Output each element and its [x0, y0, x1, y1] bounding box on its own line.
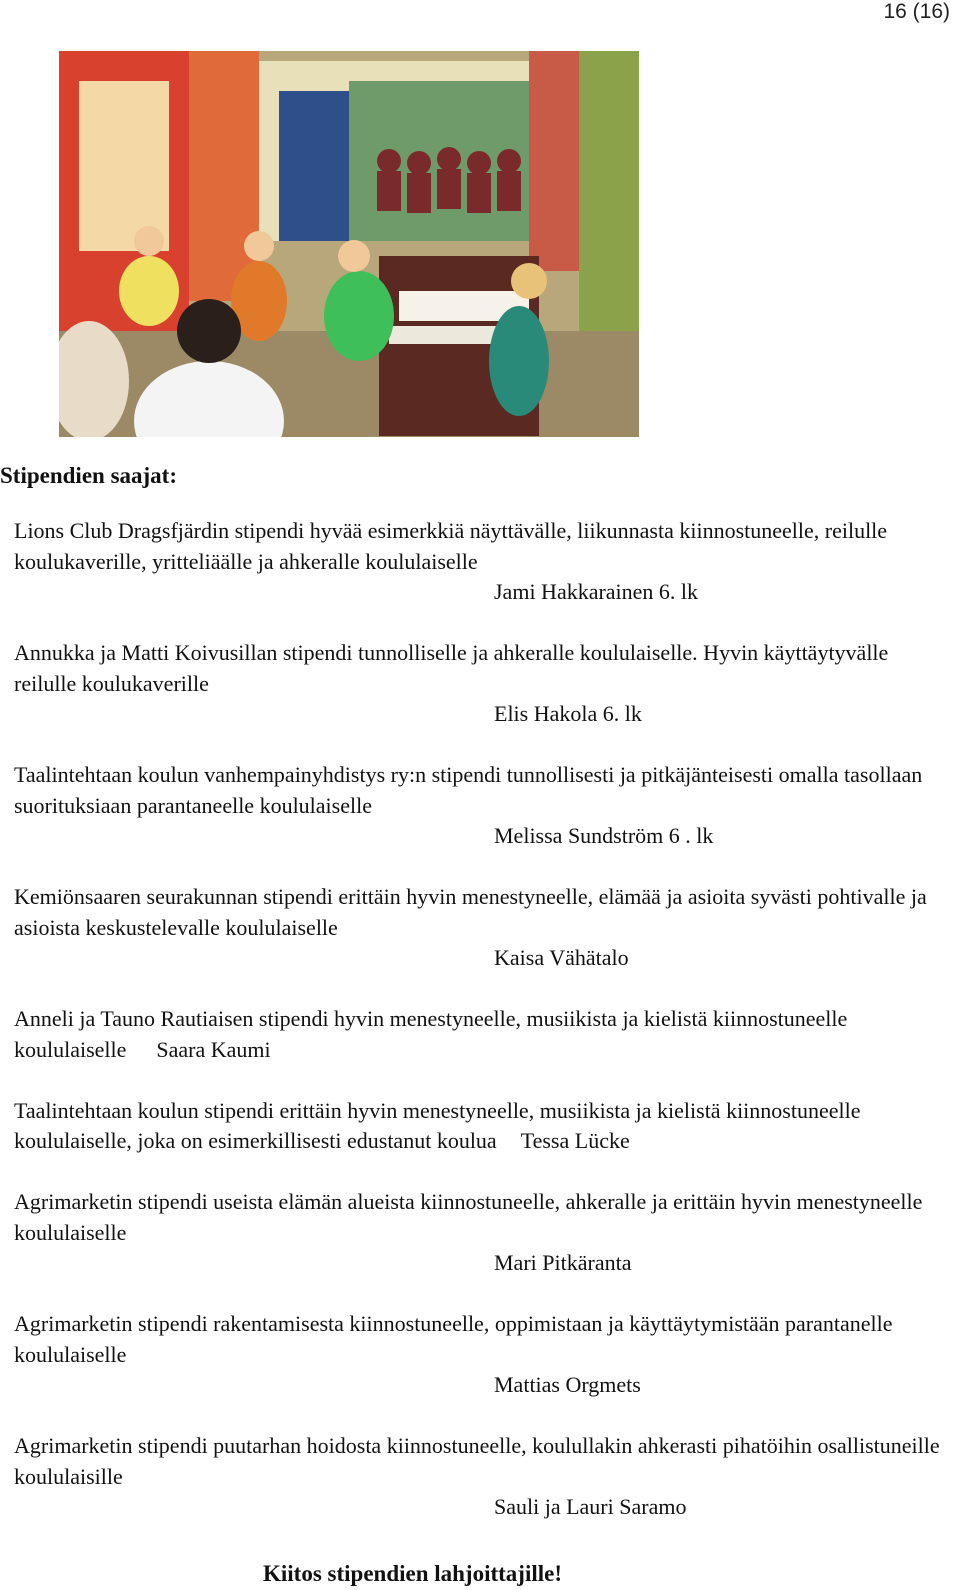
scholarship-entry	[14, 638, 954, 730]
scholarship-description: Anneli ja Tauno Rautiaisen stipendi hyvin menestyneelle, musiikista ja kielistä kiinnostuneelle koululaiselle	[14, 1006, 848, 1062]
scholarship-recipient: Mari Pitkäranta	[494, 1250, 632, 1275]
closing-thanks: Kiitos stipendien lahjoittajille!	[263, 1561, 562, 1586]
page-number: 16 (16)	[883, 0, 950, 23]
scholarship-entry	[14, 882, 954, 974]
scholarship-recipient: Melissa Sundström 6 . lk	[494, 823, 714, 848]
scholarship-description: Agrimarketin stipendi rakentamisesta kiinnostuneelle, oppimistaan ja käyttäytymistään parantanelle koululaiselle	[14, 1311, 893, 1367]
scholarship-description: Agrimarketin stipendi useista elämän alueista kiinnostuneelle, ahkeralle ja erittäin hyvin menestyneelle koululaiselle	[14, 1189, 923, 1245]
scholarship-entry	[14, 760, 954, 852]
scholarship-recipient: Kaisa Vähätalo	[494, 945, 629, 970]
scholarship-description: Kemiönsaaren seurakunnan stipendi erittäin hyvin menestyneelle, elämää ja asioita syvästi pohtivalle ja asioista keskustelevalle koululaiselle	[14, 884, 927, 940]
scholarship-entry	[14, 1187, 954, 1279]
scholarship-entry	[14, 1309, 954, 1401]
scholarship-description: Taalintehtaan koulun vanhempainyhdistys ry:n stipendi tunnollisesti ja pitkäjänteisesti omalla tasollaan suorituksiaan parantaneelle koululaiselle	[14, 762, 923, 818]
scholarship-entry	[14, 516, 954, 608]
concert-photo	[59, 51, 639, 437]
scholarship-recipient: Jami Hakkarainen 6. lk	[494, 579, 699, 604]
page-heading: Stipendien saajat:	[0, 463, 177, 488]
scholarship-entry	[14, 1004, 954, 1065]
scholarship-description: Annukka ja Matti Koivusillan stipendi tunnolliselle ja ahkeralle koululaiselle. Hyvin käyttäytyvälle reilulle koulukaverille	[14, 640, 889, 696]
scholarship-description: Lions Club Dragsfjärdin stipendi hyvää esimerkkiä näyttävälle, liikunnasta kiinnostuneelle, reilulle koulukaverille, yritteliäälle ja ahkeralle koululaiselle	[14, 518, 888, 574]
scholarship-entry	[14, 1096, 954, 1157]
scholarship-recipient: Saara Kaumi	[156, 1036, 271, 1062]
scholarship-recipient: Sauli ja Lauri Saramo	[494, 1494, 687, 1519]
scholarship-description: Taalintehtaan koulun stipendi erittäin hyvin menestyneelle, musiikista ja kielistä kiinnostuneelle koululaiselle, joka on esimerkillisesti edustanut koulua	[14, 1097, 861, 1153]
scholarship-description: Agrimarketin stipendi puutarhan hoidosta kiinnostuneelle, koulullakin ahkerasti pihatöihin osallistuneille koululaisille	[14, 1433, 940, 1489]
scholarship-recipient: Mattias Orgmets	[494, 1372, 641, 1397]
concert-photo-illustration	[59, 51, 639, 437]
scholarship-entry	[14, 1431, 954, 1523]
scholarship-recipient: Tessa Lücke	[520, 1128, 630, 1153]
scholarship-list	[14, 516, 954, 1553]
scholarship-recipient: Elis Hakola 6. lk	[494, 701, 642, 726]
